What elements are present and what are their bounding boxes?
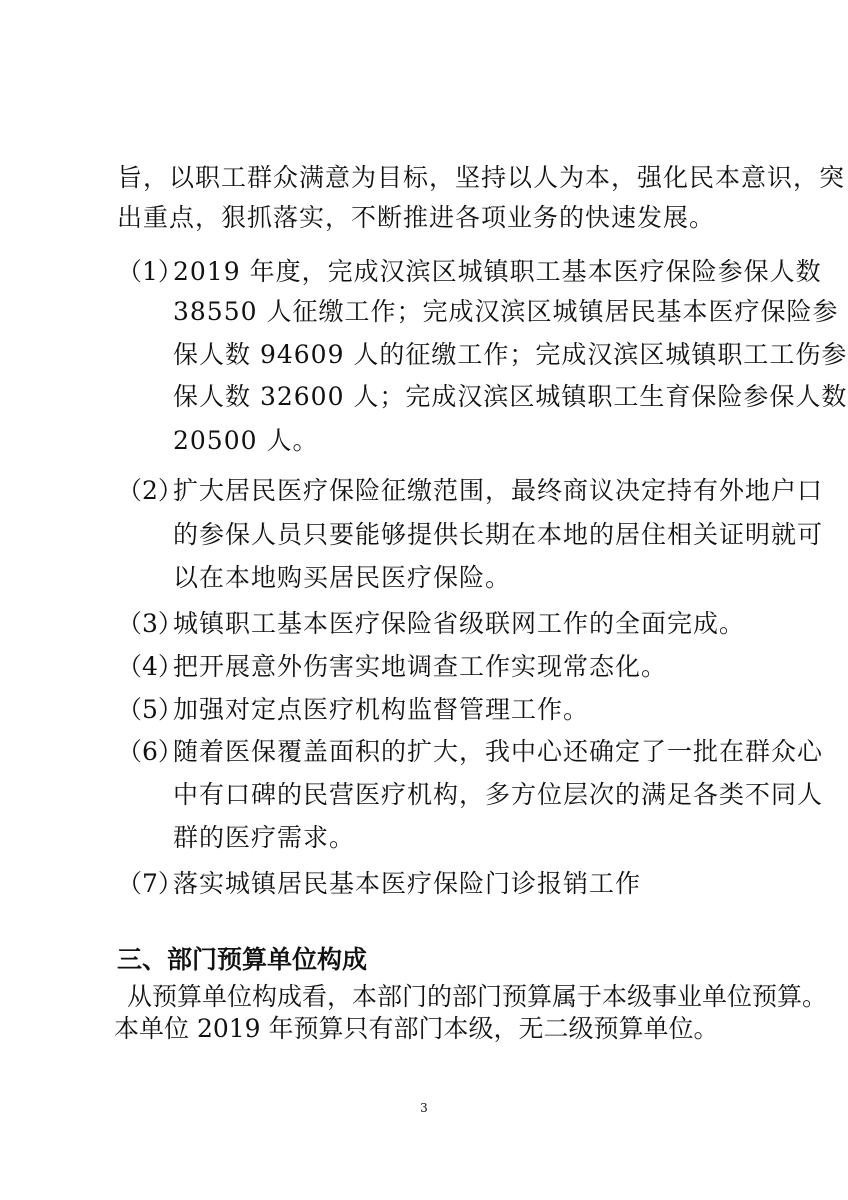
intro-line-1: 旨，以职工群众满意为目标，坚持以人为本，强化民本意识，突	[117, 163, 846, 192]
item-5-line-1: 加强对定点医疗机构监督管理工作。	[173, 695, 590, 724]
section-para-line-1: 从预算单位构成看，本部门的部门预算属于本级事业单位预算。	[127, 982, 828, 1011]
item-1-line-3: 保人数 94609 人的征缴工作；完成汉滨区城镇职工工伤参	[173, 340, 848, 369]
item-2-number: （2）	[117, 476, 183, 505]
item-6-number: （6）	[117, 737, 183, 766]
item-7-line-1: 落实城镇居民基本医疗保险门诊报销工作	[173, 869, 642, 898]
item-6-line-2: 中有口碑的民营医疗机构，多方位层次的满足各类不同人	[173, 780, 824, 809]
item-1-line-1: 2019 年度，完成汉滨区城镇职工基本医疗保险参保人数	[173, 257, 822, 286]
section-heading: 三、部门预算单位构成	[117, 945, 368, 974]
item-1-line-4: 保人数 32600 人；完成汉滨区城镇职工生育保险参保人数	[173, 382, 848, 411]
item-6-line-1: 随着医保覆盖面积的扩大，我中心还确定了一批在群众心	[173, 737, 824, 766]
item-1-line-2: 38550 人征缴工作；完成汉滨区城镇居民基本医疗保险参	[173, 297, 839, 326]
item-1-number: （1）	[117, 257, 183, 286]
item-3-line-1: 城镇职工基本医疗保险省级联网工作的全面完成。	[173, 609, 746, 638]
item-2-line-3: 以在本地购买居民医疗保险。	[173, 563, 512, 592]
item-4-line-1: 把开展意外伤害实地调查工作实现常态化。	[173, 652, 668, 681]
item-7-number: （7）	[117, 869, 183, 898]
item-6-line-3: 群的医疗需求。	[173, 823, 356, 852]
intro-line-2: 出重点，狠抓落实，不断推进各项业务的快速发展。	[117, 203, 716, 232]
item-3-number: （3）	[117, 609, 183, 638]
item-5-number: （5）	[117, 695, 183, 724]
item-2-line-1: 扩大居民医疗保险征缴范围，最终商议决定持有外地户口	[173, 476, 824, 505]
section-para-line-2: 本单位 2019 年预算只有部门本级，无二级预算单位。	[114, 1014, 719, 1043]
item-2-line-2: 的参保人员只要能够提供长期在本地的居住相关证明就可	[173, 520, 824, 549]
page-number: 3	[420, 1101, 428, 1115]
item-1-line-5: 20500 人。	[173, 426, 319, 455]
item-4-number: （4）	[117, 652, 183, 681]
